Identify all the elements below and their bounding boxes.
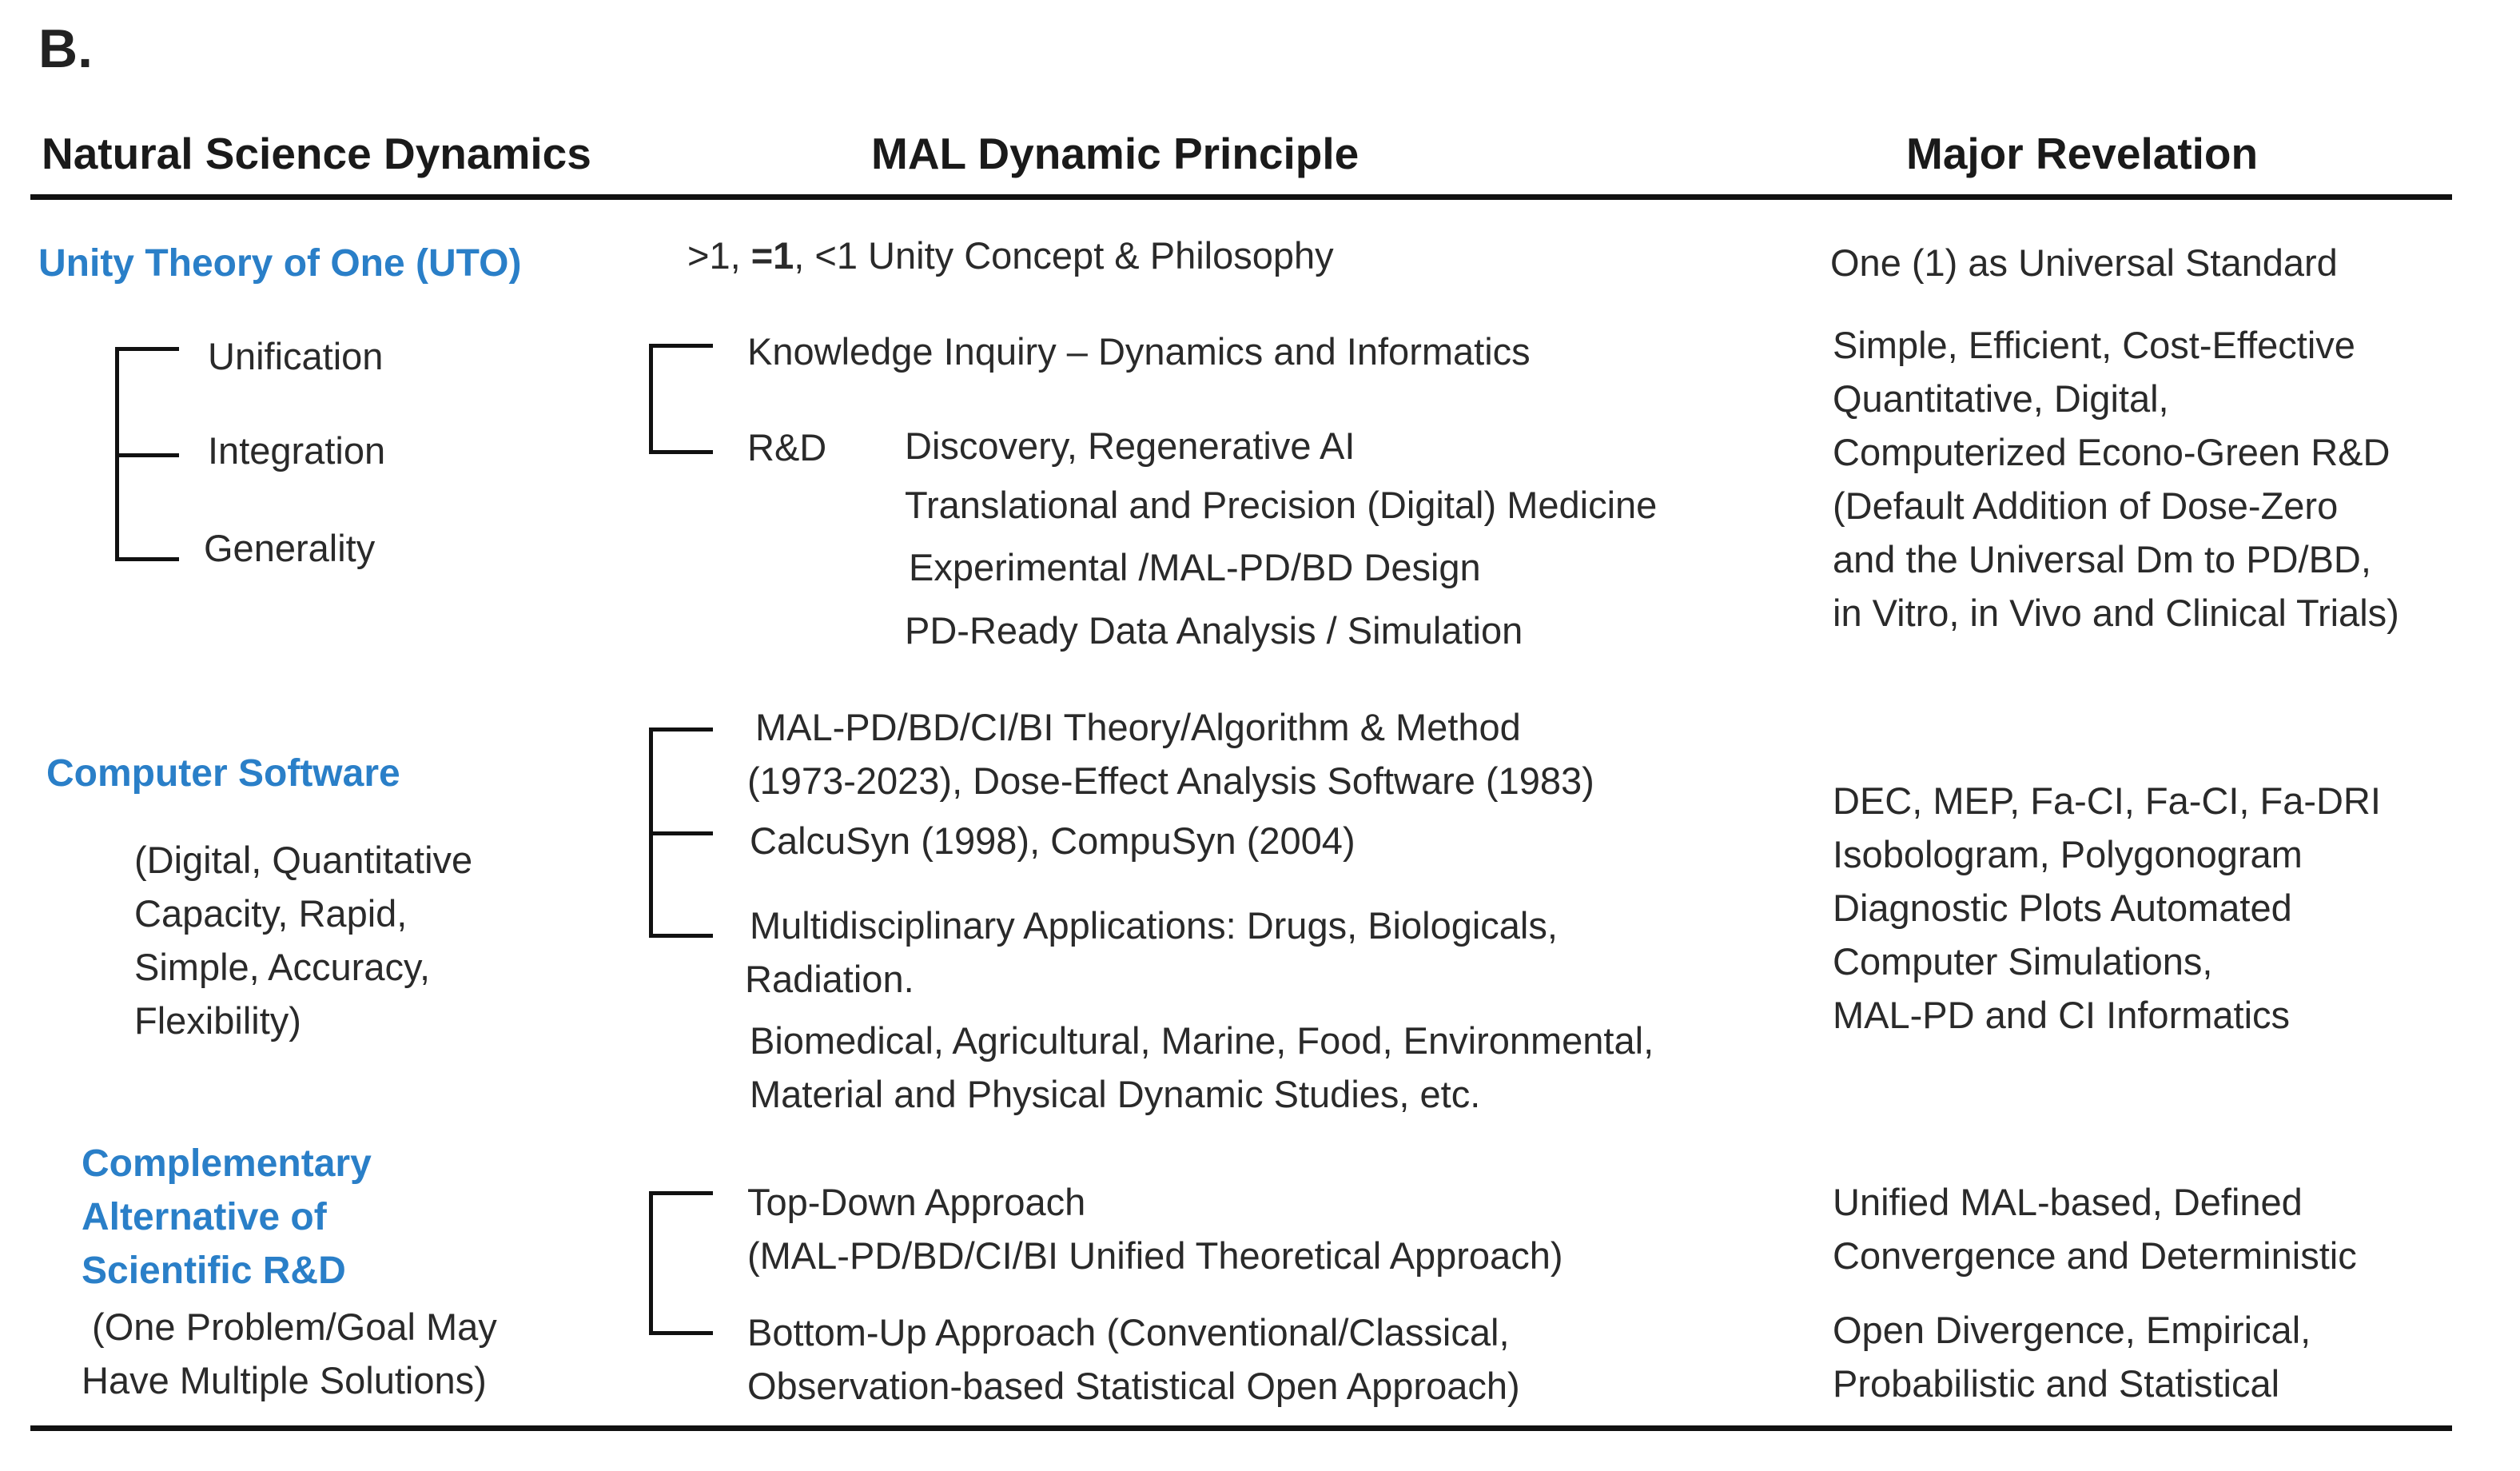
- header-natural-science: Natural Science Dynamics: [42, 129, 591, 178]
- knowledge-bracket-tick: [649, 344, 713, 348]
- uto-branch-integration: Integration: [208, 429, 386, 472]
- knowledge-bracket-vertical: [649, 344, 653, 454]
- software-bracket-tick: [649, 934, 713, 938]
- complementary-title-line: Complementary: [82, 1142, 372, 1185]
- software-revelation-line: Isobologram, Polygonogram: [1833, 833, 2303, 875]
- uto-title: Unity Theory of One (UTO): [38, 242, 522, 285]
- uto-branch-unification: Unification: [208, 335, 384, 377]
- uto-branch-tick: [115, 347, 179, 351]
- rd-item: Discovery, Regenerative AI: [905, 425, 1356, 467]
- software-title: Computer Software: [46, 752, 400, 795]
- uto-branch-tick: [115, 557, 179, 561]
- software-item: Material and Physical Dynamic Studies, etc.: [750, 1073, 1481, 1115]
- footer-rule: [30, 1425, 2452, 1431]
- complementary-revelation-line: Convergence and Deterministic: [1833, 1234, 2357, 1277]
- software-desc-line: Flexibility): [134, 999, 301, 1042]
- rd-label: R&D: [747, 426, 827, 468]
- uto-revelation-line: and the Universal Dm to PD/BD,: [1833, 538, 2371, 580]
- uto-concept: [687, 229, 1334, 282]
- complementary-title-line: Scientific R&D: [82, 1250, 346, 1292]
- software-revelation-line: DEC, MEP, Fa-CI, Fa-CI, Fa-DRI: [1833, 779, 2381, 822]
- uto-concept-prefix: >1,: [687, 234, 751, 277]
- software-revelation-line: Diagnostic Plots Automated: [1833, 887, 2292, 929]
- software-item: CalcuSyn (1998), CompuSyn (2004): [750, 819, 1356, 862]
- uto-revelation-line: Quantitative, Digital,: [1833, 377, 2169, 420]
- uto-revelation-line: (Default Addition of Dose-Zero: [1833, 484, 2339, 527]
- knowledge-inquiry: Knowledge Inquiry – Dynamics and Informatics: [747, 330, 1531, 373]
- uto-concept-suffix: , <1 Unity Concept & Philosophy: [794, 234, 1334, 277]
- uto-branch-generality: Generality: [204, 527, 376, 569]
- complementary-item: Observation-based Statistical Open Approach): [747, 1365, 1520, 1407]
- complementary-bracket-vertical: [649, 1191, 653, 1335]
- complementary-desc-line: Have Multiple Solutions): [82, 1359, 487, 1401]
- header-major-revelation: Major Revelation: [1906, 129, 2259, 178]
- software-item: Biomedical, Agricultural, Marine, Food, Environmental,: [750, 1019, 1654, 1062]
- uto-revelation-line: in Vitro, in Vivo and Clinical Trials): [1833, 592, 2399, 634]
- complementary-item: Bottom-Up Approach (Conventional/Classical,: [747, 1311, 1510, 1353]
- software-bracket-tick: [649, 831, 713, 835]
- header-mal-principle: MAL Dynamic Principle: [871, 129, 1360, 178]
- software-desc-line: Simple, Accuracy,: [134, 946, 431, 988]
- complementary-revelation-line: Open Divergence, Empirical,: [1833, 1309, 2311, 1351]
- rd-item: Experimental /MAL-PD/BD Design: [909, 546, 1481, 588]
- software-desc-line: (Digital, Quantitative: [134, 839, 473, 881]
- uto-revelation-line: Simple, Efficient, Cost-Effective: [1833, 324, 2355, 366]
- software-item: Multidisciplinary Applications: Drugs, Biologicals,: [750, 904, 1558, 947]
- rd-item: PD-Ready Data Analysis / Simulation: [905, 609, 1523, 652]
- software-item: Radiation.: [745, 958, 914, 1000]
- complementary-revelation-line: Unified MAL-based, Defined: [1833, 1181, 2303, 1223]
- complementary-bracket-tick: [649, 1191, 713, 1195]
- figure-label: B.: [38, 18, 93, 79]
- knowledge-bracket-tick: [649, 450, 713, 454]
- software-desc-line: Capacity, Rapid,: [134, 892, 408, 935]
- software-revelation-line: Computer Simulations,: [1833, 940, 2213, 983]
- rd-item: Translational and Precision (Digital) Medicine: [905, 484, 1658, 526]
- software-item: MAL-PD/BD/CI/BI Theory/Algorithm & Method: [755, 706, 1521, 748]
- uto-revelation-line: Computerized Econo-Green R&D: [1833, 431, 2391, 473]
- complementary-item: Top-Down Approach: [747, 1181, 1086, 1223]
- uto-revelation: One (1) as Universal Standard: [1830, 241, 2338, 284]
- header-rule: [30, 194, 2452, 200]
- software-revelation-line: MAL-PD and CI Informatics: [1833, 994, 2291, 1036]
- software-bracket-tick: [649, 728, 713, 732]
- uto-concept-bold: =1: [750, 234, 794, 277]
- complementary-desc-line: (One Problem/Goal May: [82, 1306, 497, 1348]
- uto-branch-tick: [115, 453, 179, 457]
- complementary-title-line: Alternative of: [82, 1196, 327, 1238]
- complementary-revelation-line: Probabilistic and Statistical: [1833, 1362, 2280, 1405]
- software-item: (1973-2023), Dose-Effect Analysis Software (1983): [747, 759, 1594, 802]
- complementary-item: (MAL-PD/BD/CI/BI Unified Theoretical Approach): [747, 1234, 1563, 1277]
- complementary-bracket-tick: [649, 1331, 713, 1335]
